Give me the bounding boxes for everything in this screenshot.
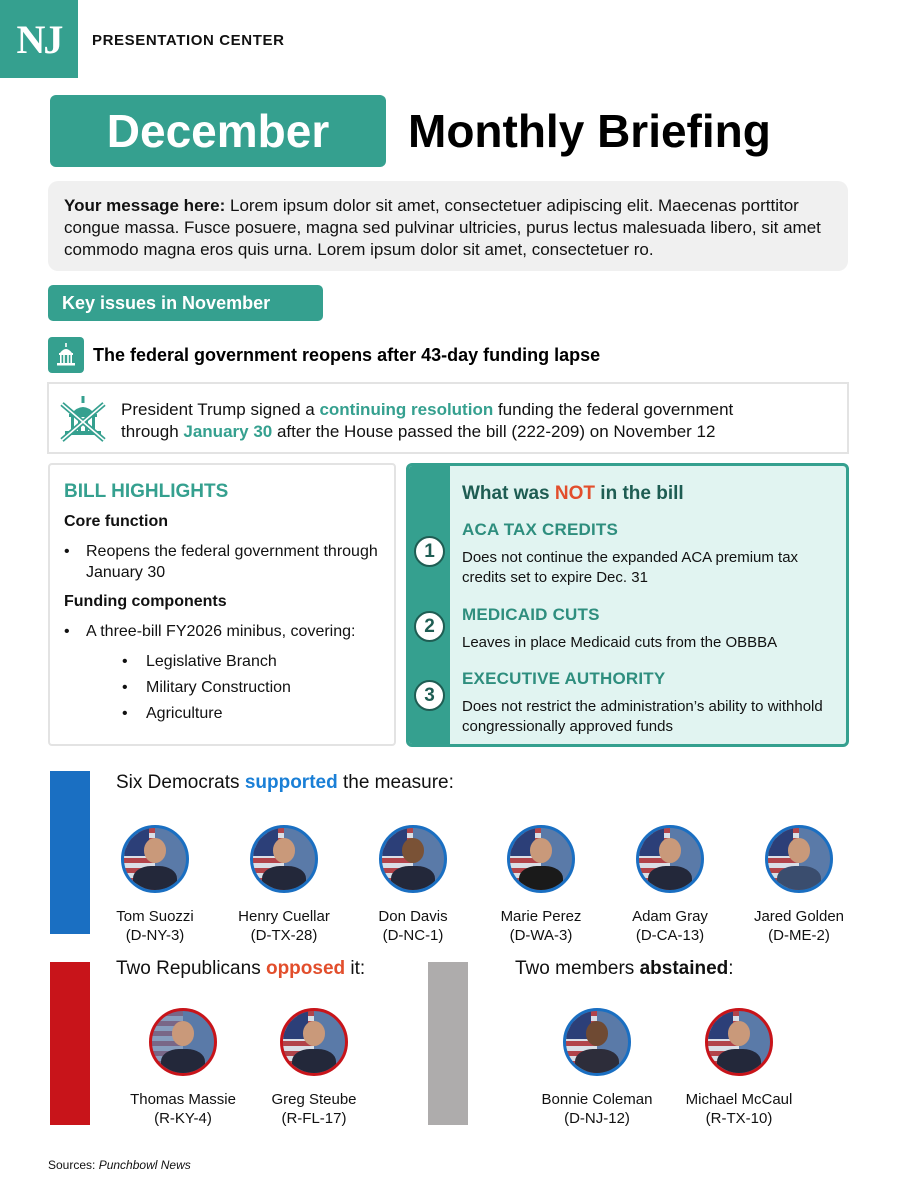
- summary-part1: President Trump signed a: [121, 400, 320, 419]
- member-party: (D-ME-2): [768, 927, 830, 944]
- number-badge-2: 2: [414, 611, 445, 642]
- member-party: (R-FL-17): [281, 1110, 347, 1127]
- label-post: the measure:: [337, 772, 454, 793]
- item-description: Does not restrict the administration’s ability to withhold congressionally approved funds: [462, 698, 823, 735]
- avatar: [121, 825, 189, 893]
- page-title: Monthly Briefing: [408, 105, 771, 157]
- not-in-bill-item-aca: [462, 520, 842, 588]
- member-mccaul: [674, 1008, 804, 1128]
- not-in-bill-title: [462, 483, 684, 505]
- label-pre: Six Democrats: [116, 772, 245, 793]
- headline: The federal government reopens after 43-day funding lapse: [93, 345, 601, 365]
- core-function-text: Reopens the federal government through January 30: [86, 543, 378, 581]
- member-suozzi: [90, 825, 220, 945]
- member-party: (R-TX-10): [705, 1110, 773, 1127]
- label-post: it:: [345, 958, 366, 979]
- title-pre: What was: [462, 483, 555, 504]
- member-coleman: [532, 1008, 662, 1128]
- message-text: Lorem ipsum dolor sit amet, consectetuer adipiscing elit. Maecenas porttitor congue massa. Fusce posuere, magna sed pulvinar ultricies, purus lectus malesuada libero, sit amet commodo magna eros quis urna. Lorem ipsum dolor sit amet, consectetuer ro.: [64, 196, 821, 259]
- member-gray: [605, 825, 735, 945]
- month-badge: December: [50, 95, 386, 167]
- label-key: abstained: [639, 958, 729, 979]
- avatar: [507, 825, 575, 893]
- not-in-bill-item-executive: [462, 669, 842, 737]
- avatar: [379, 825, 447, 893]
- number-badge-1: 1: [414, 536, 445, 567]
- item-heading: EXECUTIVE AUTHORITY: [462, 669, 666, 688]
- funding-bullet: • A three-bill FY2026 minibus, covering:: [64, 623, 356, 640]
- item-heading: MEDICAID CUTS: [462, 605, 600, 624]
- label-pre: Two members: [515, 958, 640, 979]
- member-name: Jared Golden: [753, 908, 845, 925]
- label-post: :: [728, 958, 734, 979]
- org-name: PRESENTATION CENTER: [92, 32, 285, 49]
- label-key: opposed: [265, 958, 346, 979]
- member-name: Adam Gray: [632, 908, 708, 925]
- message-box: [48, 181, 848, 271]
- sub-item-agriculture: • Agriculture: [122, 705, 223, 722]
- summary-part3: through: [121, 422, 184, 441]
- not-in-bill-item-medicaid: [462, 605, 842, 653]
- nj-logo: NJ: [0, 0, 78, 78]
- bill-highlights-card: [48, 463, 396, 746]
- title-post: in the bill: [595, 483, 684, 504]
- title-not: NOT: [554, 483, 596, 504]
- democrats-bar: [50, 771, 90, 934]
- bill-highlights-title: BILL HIGHLIGHTS: [64, 481, 229, 502]
- republicans-label: [116, 958, 365, 980]
- number-badge-3: 3: [414, 680, 445, 711]
- sources-value: Punchbowl News: [98, 1158, 191, 1172]
- member-golden: [734, 825, 864, 945]
- label-pre: Two Republicans: [116, 958, 266, 979]
- member-party: (D-TX-28): [250, 927, 318, 944]
- item-heading: ACA TAX CREDITS: [462, 520, 618, 539]
- sub-item-text: Legislative Branch: [146, 653, 277, 670]
- avatar: [149, 1008, 217, 1076]
- member-party: (D-NC-1): [382, 927, 444, 944]
- member-name: Henry Cuellar: [238, 908, 330, 925]
- member-name: Thomas Massie: [130, 1091, 236, 1108]
- member-party: (D-NY-3): [125, 927, 185, 944]
- capitol-crossed-icon: [59, 394, 107, 444]
- summary-highlight-cr: continuing resolution: [319, 400, 494, 419]
- funding-text: A three-bill FY2026 minibus, covering:: [86, 623, 356, 640]
- not-in-bill-card: [406, 463, 849, 747]
- message-label: Your message here:: [64, 196, 226, 215]
- avatar: [250, 825, 318, 893]
- core-function-bullet: • Reopens the federal government through January 30: [64, 541, 380, 583]
- summary-part4: after the House passed the bill (222-209) on November 12: [272, 422, 716, 441]
- member-cuellar: [219, 825, 349, 945]
- item-description: Does not continue the expanded ACA premium tax credits set to expire Dec. 31: [462, 549, 799, 586]
- member-name: Greg Steube: [271, 1091, 357, 1108]
- member-name: Michael McCaul: [685, 1091, 793, 1108]
- member-party: (D-WA-3): [509, 927, 573, 944]
- member-party: (D-CA-13): [635, 927, 705, 944]
- sources-note: [48, 1158, 191, 1172]
- summary-highlight-date: January 30: [183, 422, 273, 441]
- member-party: (R-KY-4): [154, 1110, 212, 1127]
- member-massie: [118, 1008, 248, 1128]
- sources-label: Sources:: [48, 1158, 99, 1172]
- avatar: [636, 825, 704, 893]
- item-description: Leaves in place Medicaid cuts from the OBBBA: [462, 634, 778, 651]
- member-name: Marie Perez: [500, 908, 582, 925]
- key-issues-label: Key issues in November: [48, 285, 323, 321]
- avatar: [705, 1008, 773, 1076]
- member-perez: [476, 825, 606, 945]
- core-function-label: Core function: [64, 513, 168, 530]
- sub-item-military: • Military Construction: [122, 679, 291, 696]
- abstained-label: [515, 958, 734, 980]
- member-party: (D-NJ-12): [564, 1110, 630, 1127]
- abstained-bar: [428, 962, 468, 1125]
- member-steube: [249, 1008, 379, 1128]
- summary-text: [121, 399, 733, 443]
- sub-item-text: Agriculture: [146, 705, 223, 722]
- member-name: Bonnie Coleman: [541, 1091, 653, 1108]
- democrats-label: [116, 772, 454, 794]
- member-name: Don Davis: [378, 908, 448, 925]
- avatar: [563, 1008, 631, 1076]
- funding-components-label: Funding components: [64, 593, 227, 610]
- avatar: [280, 1008, 348, 1076]
- sub-item-text: Military Construction: [146, 679, 291, 696]
- member-name: Tom Suozzi: [116, 908, 194, 925]
- capitol-icon: [48, 337, 84, 373]
- member-davis: [348, 825, 478, 945]
- summary-part2: funding the federal government: [493, 400, 734, 419]
- republicans-bar: [50, 962, 90, 1125]
- summary-box: [47, 382, 849, 454]
- label-key: supported: [244, 772, 338, 793]
- sub-item-legislative: • Legislative Branch: [122, 653, 277, 670]
- avatar: [765, 825, 833, 893]
